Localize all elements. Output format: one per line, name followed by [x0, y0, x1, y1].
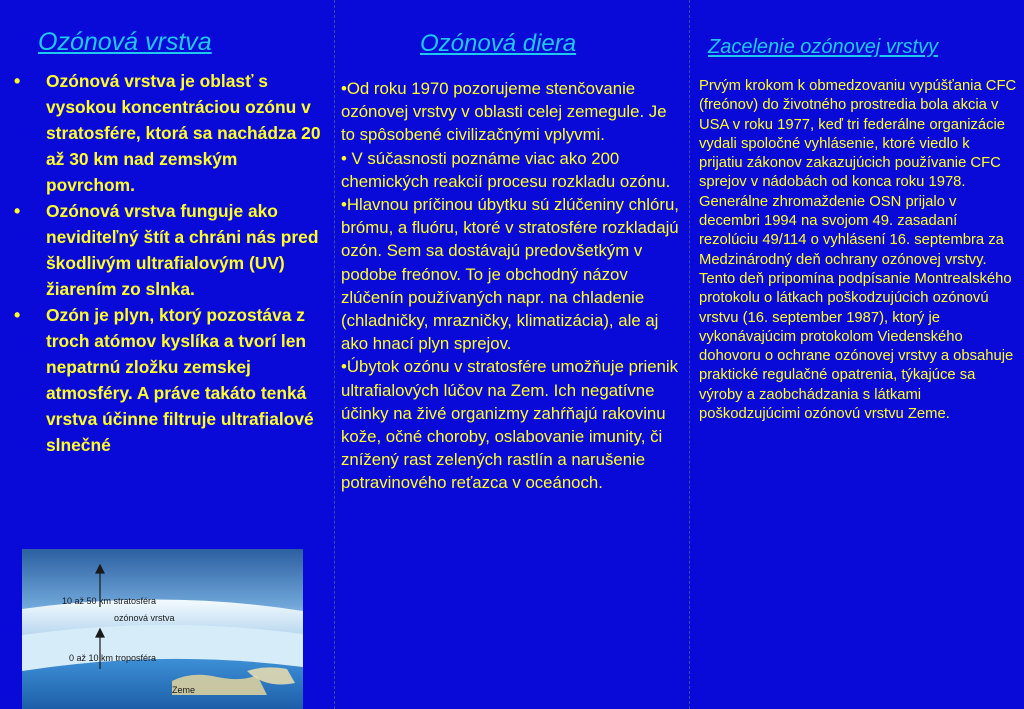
earth-label: Zeme	[172, 685, 196, 695]
ozone-layer-bullets	[14, 68, 330, 458]
troposphere-label: 0 až 10 km troposféra	[69, 653, 157, 663]
ozone-hole-title: Ozónová diera	[420, 30, 577, 57]
bullet-icon: •	[14, 201, 21, 221]
bullet-item	[14, 68, 330, 198]
paragraph: Prvým krokom k obmedzovaniu vypúšťania CFC (freónov) do životného prostredia bola akcia v USA v roku 1977, keď tri federálne organizácie vydali spoločné vyhlásenie, ktoré viedlo k prijatiu zákonov zakazujúcich používanie CFC sprejov v nádobách od konca roku 1978.	[699, 78, 1017, 191]
bullet-icon: •	[14, 71, 21, 91]
bullet-text: Ozón je plyn, ktorý pozostáva z troch atómov kyslíka a tvorí len nepatrnú zložku zemskej atmosféry. A práve takáto tenká vrstva účinne filtruje ultrafialové slnečné	[46, 305, 314, 455]
ozone-layer-label: ozónová vrstva	[114, 613, 175, 623]
ozone-healing-title: Zacelenie ozónovej vrstvy	[708, 36, 939, 58]
column-divider	[334, 0, 336, 709]
ozone-hole-text	[341, 77, 681, 495]
ozone-layer-title: Ozónová vrstva	[38, 28, 212, 56]
bullet-icon: •	[14, 305, 21, 325]
column-divider	[689, 0, 691, 709]
atmosphere-layers-illustration	[22, 549, 303, 709]
stratosphere-label: 10 až 50 km stratosféra	[62, 596, 157, 606]
paragraph: •Hlavnou príčinou úbytku sú zlúčeniny chlóru, brómu, a fluóru, ktoré v stratosfére rozkladajú ozón. Sem sa dostávajú predovšetkým v podobe freónov. To je obchodný názov zlúčenín používaných napr. na chladenie (chladničky, mrazničky, klimatizácia), ale aj ako hnací plyn sprejov.	[341, 195, 679, 354]
paragraph: •Úbytok ozónu v stratosfére umožňuje prienik ultrafialových lúčov na Zem. Ich negatívne účinky na živé organizmy zahŕňajú rakovinu kože, očné choroby, oslabovanie imunity, či znížený rast zelených rastlín a narušenie potravinového reťazca v oceánoch.	[341, 357, 679, 493]
paragraph: Generálne zhromaždenie OSN prijalo v decembri 1994 na svojom 49. zasadaní rezolúciu 49/114 o vyhlásení 16. septembra za Medzinárodný deň ochrany ozónovej vrstvy. Tento deň pripomína podpísanie Montrealského protokolu o látkach poškodzujúcich ozónovú vrstvu (16. september 1987), ktorý je vykonávajúcim protokolom Viedenského dohovoru o ochrane ozónovej vrstvy a obsahuje praktické regulačné opatrenia, týkajúce sa výroby a zaobchádzania s látkami poškodzujúcimi ozónovú vrstvu Zeme.	[699, 193, 1014, 423]
bullet-item	[14, 198, 330, 302]
paragraph: • V súčasnosti poznáme viac ako 200 chemických reakcií procesu rozkladu ozónu.	[341, 148, 671, 191]
paragraph: •Od roku 1970 pozorujeme stenčovanie ozónovej vrstvy v oblasti celej zemegule. Je to spôsobené civilizačnými vplyvmi.	[341, 79, 667, 145]
atmosphere-diagram	[22, 549, 303, 709]
bullet-text: Ozónová vrstva je oblasť s vysokou koncentráciou ozónu v stratosfére, ktorá sa nachádza 20 až 30 km nad zemským povrchom.	[46, 71, 321, 195]
ozone-healing-text	[699, 77, 1017, 424]
bullet-item	[14, 302, 330, 458]
bullet-text: Ozónová vrstva funguje ako neviditeľný štít a chráni nás pred škodlivým ultrafialovým (UV) žiarením zo slnka.	[46, 201, 319, 299]
